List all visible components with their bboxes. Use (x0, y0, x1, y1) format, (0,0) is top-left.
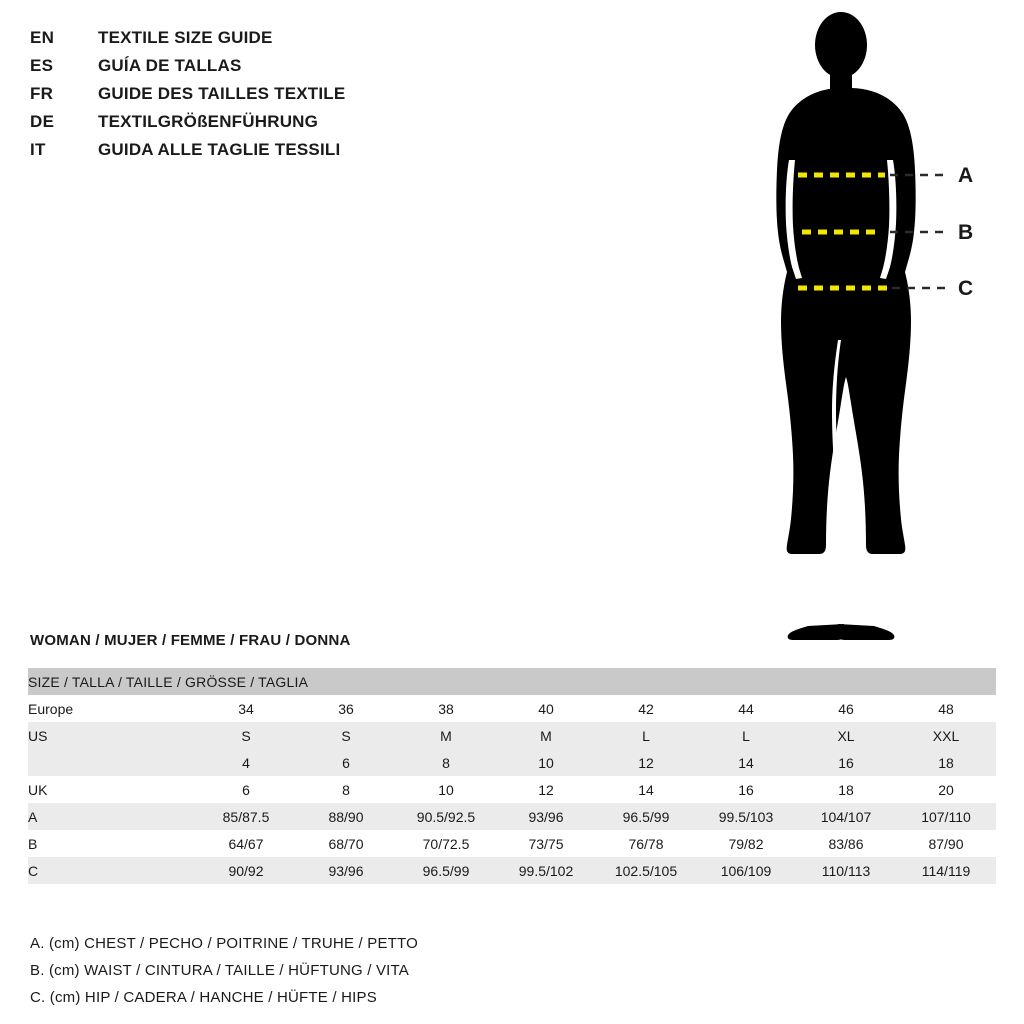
size-table (28, 668, 996, 884)
title-row (30, 56, 460, 84)
title-lang-en: EN (30, 28, 55, 47)
row-label-us: US (28, 727, 48, 744)
cell: 99.5/102 (518, 862, 574, 879)
cell: 8 (342, 781, 350, 798)
cell: 93/96 (528, 808, 564, 825)
cell: 87/90 (928, 835, 964, 852)
cell: 96.5/99 (622, 808, 670, 825)
cell: S (341, 727, 351, 744)
title-text-es: GUÍA DE TALLAS (98, 56, 242, 75)
legend-row-b: B. (cm) WAIST / CINTURA / TAILLE / HÜFTUNG / VITA (30, 962, 409, 979)
waist-marker-label: B (958, 221, 974, 244)
table-row (28, 857, 996, 884)
row-label-uk: UK (28, 781, 48, 798)
title-lang-es: ES (30, 56, 54, 75)
cell: 12 (538, 781, 554, 798)
table-row (28, 776, 996, 803)
hip-marker-label: C (958, 277, 974, 300)
title-text-fr: GUIDE DES TAILLES TEXTILE (98, 84, 346, 103)
legend-row-c: C. (cm) HIP / CADERA / HANCHE / HÜFTE / HIPS (30, 989, 377, 1006)
woman-silhouette-icon (776, 12, 915, 640)
cell: 102.5/105 (614, 862, 678, 879)
cell: XL (837, 727, 855, 744)
title-lang-it: IT (30, 140, 46, 159)
title-row (30, 28, 460, 56)
cell: 38 (438, 700, 454, 717)
cell: S (241, 727, 251, 744)
cell: 16 (738, 781, 754, 798)
row-label-europe: Europe (28, 700, 74, 717)
cell: L (642, 727, 650, 744)
cell: 14 (638, 781, 654, 798)
cell: 110/113 (821, 862, 871, 879)
table-row (28, 695, 996, 722)
title-text-en: TEXTILE SIZE GUIDE (98, 28, 273, 47)
cell: 64/67 (228, 835, 264, 852)
cell: 93/96 (328, 862, 364, 879)
cell: 10 (438, 781, 454, 798)
cell: 96.5/99 (422, 862, 470, 879)
cell: 79/82 (728, 835, 764, 852)
cell: 90/92 (228, 862, 264, 879)
title-row (30, 112, 460, 140)
title-row (30, 84, 460, 112)
cell: 40 (538, 700, 554, 717)
table-row (28, 830, 996, 857)
row-label-b: B (28, 835, 38, 852)
cell: 104/107 (820, 808, 872, 825)
cell: 4 (242, 754, 250, 771)
cell: 99.5/103 (718, 808, 774, 825)
legend-row-a: A. (cm) CHEST / PECHO / POITRINE / TRUHE / PETTO (30, 935, 418, 952)
cell: 68/70 (328, 835, 364, 852)
cell: 34 (238, 700, 254, 717)
table-row (28, 749, 996, 776)
title-text-de: TEXTILGRÖßENFÜHRUNG (98, 112, 319, 131)
table-header-label: SIZE / TALLA / TAILLE / GRÖSSE / TAGLIA (28, 673, 309, 690)
cell: 46 (838, 700, 854, 717)
measurement-figure (700, 10, 1010, 640)
title-row (30, 140, 460, 168)
cell: 85/87.5 (222, 808, 270, 825)
row-label-us-numeric (28, 749, 196, 776)
cell: 10 (538, 754, 554, 771)
cell: 70/72.5 (422, 835, 470, 852)
cell: 107/110 (921, 808, 971, 825)
cell: 18 (938, 754, 954, 771)
cell: 36 (338, 700, 354, 717)
cell: 14 (738, 754, 754, 771)
cell: M (540, 727, 552, 744)
cell: 90.5/92.5 (416, 808, 476, 825)
cell: 73/75 (528, 835, 564, 852)
title-block (30, 28, 460, 168)
cell: L (742, 727, 750, 744)
cell: 83/86 (828, 835, 864, 852)
chest-marker-label: A (958, 164, 974, 187)
cell: 114/119 (921, 862, 971, 879)
cell: 20 (938, 781, 954, 798)
cell: 16 (838, 754, 854, 771)
cell: XXL (932, 727, 960, 744)
table-row (28, 803, 996, 830)
table-row (28, 722, 996, 749)
cell: 48 (938, 700, 954, 717)
cell: 42 (638, 700, 654, 717)
cell: 44 (738, 700, 754, 717)
row-label-c: C (28, 862, 39, 879)
title-lang-de: DE (30, 112, 55, 131)
cell: 6 (342, 754, 350, 771)
cell: 12 (638, 754, 654, 771)
cell: 6 (242, 781, 250, 798)
cell: 106/109 (720, 862, 772, 879)
section-heading: WOMAN / MUJER / FEMME / FRAU / DONNA (30, 632, 351, 649)
cell: 8 (442, 754, 450, 771)
cell: 18 (838, 781, 854, 798)
legend-block (30, 930, 730, 1011)
cell: 88/90 (328, 808, 364, 825)
table-header-row (28, 668, 996, 695)
title-lang-fr: FR (30, 84, 54, 103)
cell: 76/78 (628, 835, 664, 852)
row-label-a: A (28, 808, 38, 825)
title-text-it: GUIDA ALLE TAGLIE TESSILI (98, 140, 341, 159)
cell: M (440, 727, 452, 744)
